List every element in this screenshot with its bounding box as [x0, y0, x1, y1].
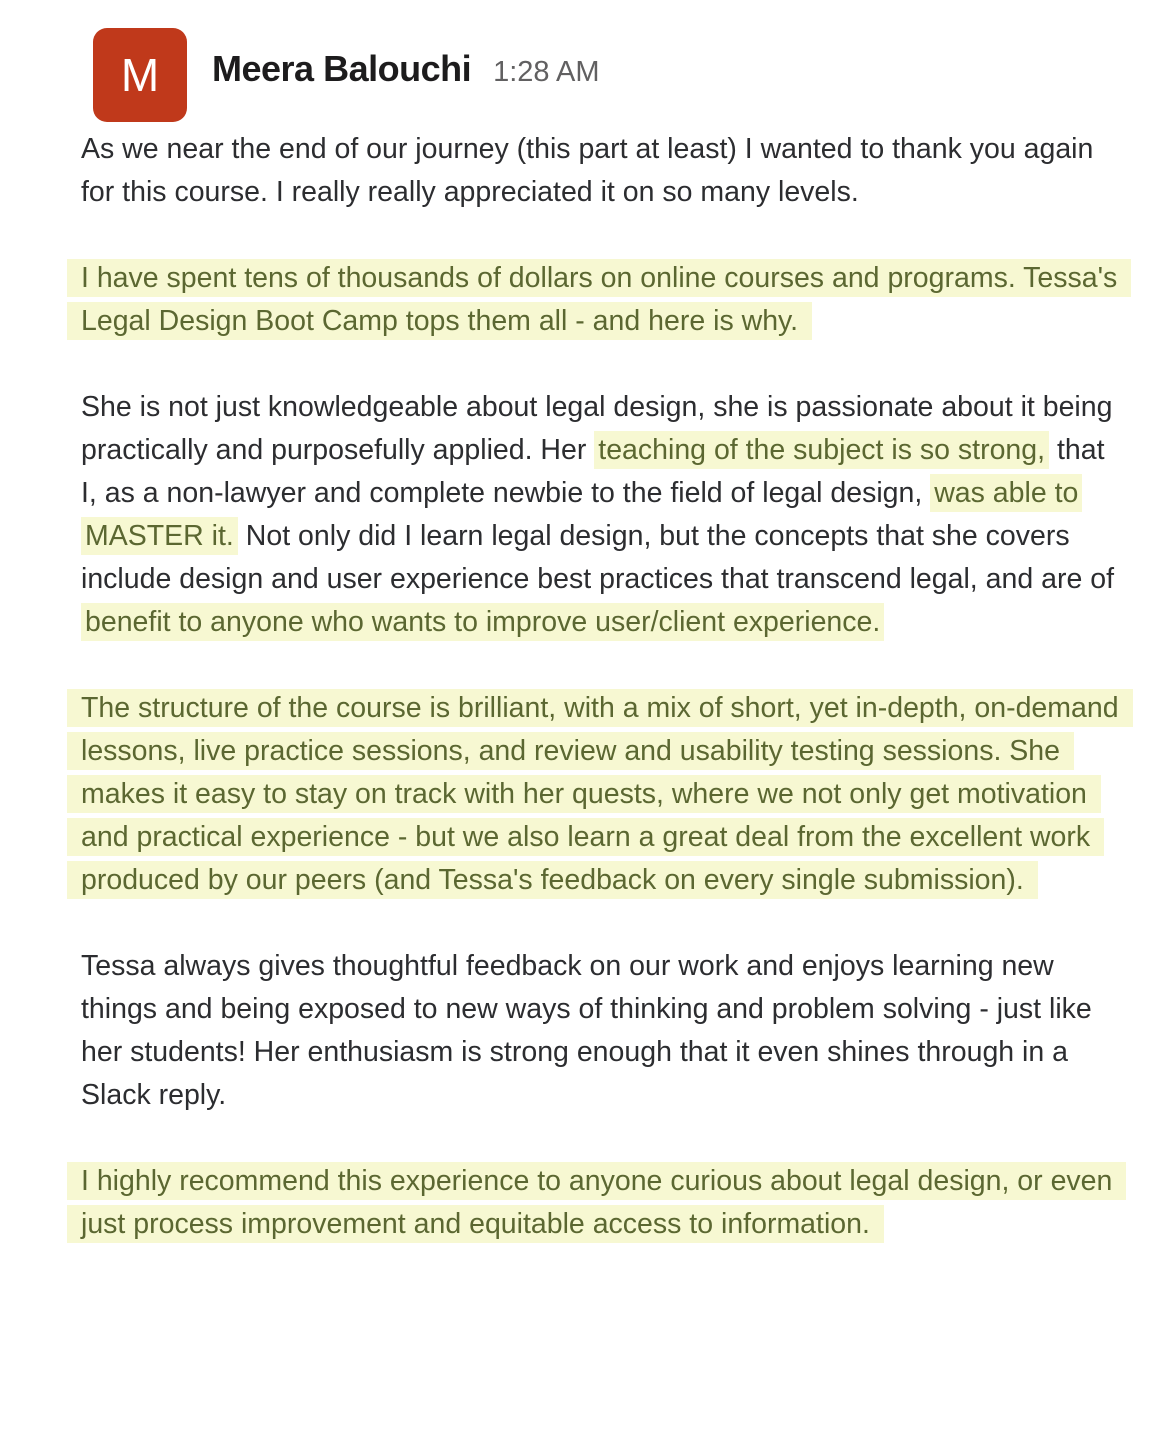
- highlighted-text: benefit to anyone who wants to improve user/client experience.: [81, 603, 884, 641]
- paragraph-text: Not only did I learn legal design, but the concepts that she covers include design and user experience best practices that transcend legal, and are of: [81, 520, 1114, 595]
- highlighted-text: I highly recommend this experience to anyone curious about legal design, or even just process improvement and equitable access to information.: [67, 1162, 1126, 1243]
- paragraph-feedback-text: Tessa always gives thoughtful feedback on our work and enjoys learning new things and being exposed to new ways of thinking and problem solving - just like her students! Her enthusiasm is strong enough that it even shines through in a Slack reply.: [81, 950, 1092, 1111]
- paragraph-feedback: [81, 945, 1121, 1117]
- author-name[interactable]: Meera Balouchi: [212, 48, 472, 89]
- message-header: [212, 48, 600, 90]
- highlighted-text: teaching of the subject is so strong,: [594, 431, 1049, 469]
- highlighted-text: The structure of the course is brilliant, with a mix of short, yet in-depth, on-demand lessons, live practice sessions, and review and usability testing sessions. She makes it easy to stay on track with her quests, where we not only get motivation and practical experience - but we also learn a great deal from the excellent work produced by our peers (and Tessa's feedback on every single submission).: [67, 689, 1133, 899]
- paragraph-intro-text: As we near the end of our journey (this part at least) I wanted to thank you again for this course. I really really appreciated it on so many levels.: [81, 133, 1094, 208]
- avatar[interactable]: [93, 28, 187, 122]
- message-body: [81, 128, 1121, 1289]
- avatar-letter: M: [120, 49, 160, 101]
- paragraph-recommendation: [81, 1160, 1121, 1246]
- timestamp[interactable]: 1:28 AM: [493, 56, 600, 88]
- paragraph-teaching: [81, 386, 1121, 644]
- paragraph-text: She is not just knowledgeable about legal design, she is passionate about it being practically and purposefully applied. Her: [81, 391, 1113, 466]
- paragraph-structure: [81, 687, 1121, 902]
- highlighted-text: I have spent tens of thousands of dollars on online courses and programs. Tessa's Legal Design Boot Camp tops them all - and here is why.: [67, 259, 1131, 340]
- highlighted-text: was able to MASTER it.: [81, 474, 1082, 555]
- paragraph-investment: [81, 257, 1121, 343]
- paragraph-text: that I, as a non-lawyer and complete newbie to the field of legal design,: [81, 434, 1105, 509]
- paragraph-intro: [81, 128, 1121, 214]
